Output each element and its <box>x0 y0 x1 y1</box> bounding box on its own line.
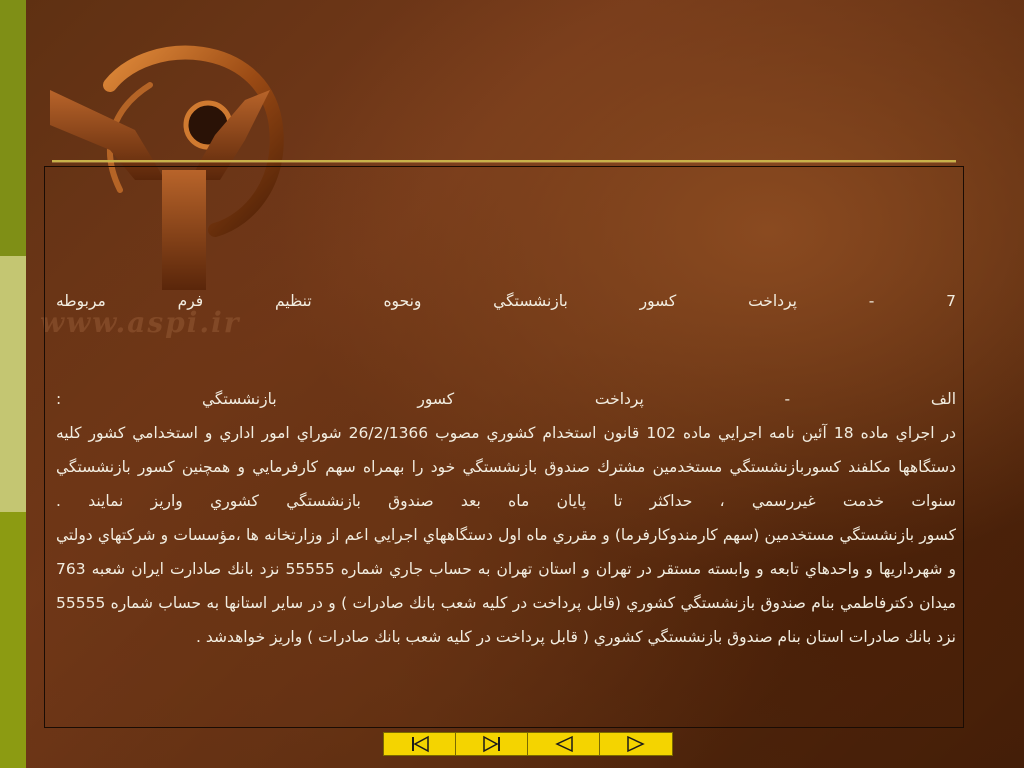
next-triangle-icon <box>625 735 647 753</box>
side-bar-top <box>0 0 26 256</box>
skip-to-first-icon <box>409 735 431 753</box>
paragraph-payment-rule: در اجراي ماده 18 آئين نامه اجرايي ماده 102 قانون استخدام كشوري مصوب 26/2/1366 شوراي امور اداري و استخدامي كشور كليه دستگاهها مكلفند كسوربازنشستگي مستخدمين مشترك صندوق بازنشستگي خود را بهمراه سهم كارفرمايي و همچنين كسور بازنشستگي سنوات خدمت غيررسمي ، حداكثر تا پايان ماه بعد صندوق بازنشستگي كشوري واريز نمايند . <box>56 424 956 510</box>
previous-slide-button[interactable] <box>528 733 600 755</box>
title-divider <box>52 160 956 162</box>
section-heading: 7 - پرداخت كسور بازنشستگي ونحوه تنظيم فرم مربوطه <box>56 292 956 310</box>
watermark-text: www.aspi.ir <box>40 306 241 339</box>
paragraph-account-details: كسور بازنشستگي مستخدمين (سهم كارمندوكارفرما) و مقرري ماه اول دستگاههاي اجرايي اعم از وزارتخانه ها ،مؤسسات و شركتهاي دولتي و شهرداريها و واحدهاي تابعه و وابسته مستقر در تهران و استان تهران به حساب جاري شماره 55555 نزد بانك صادارت ايران شعبه 763 ميدان دكترفاطمي بنام صندوق بازنشستگي كشوري (قابل پرداخت در كليه شعب بانك صادرات ) و در ساير استانها به حساب شماره 55555 نزد بانك صادرات استان بنام صندوق بازنشستگي كشوري ( قابل پرداخت در كليه شعب بانك صادرات ) واريز خواهدشد . <box>56 526 956 646</box>
side-bar-bottom <box>0 512 26 768</box>
side-bar-middle <box>0 256 26 512</box>
slide-navigation <box>383 732 673 756</box>
first-slide-button[interactable] <box>384 733 456 755</box>
subsection-heading: الف - پرداخت كسور بازنشستگي : <box>56 390 956 408</box>
next-slide-button[interactable] <box>600 733 672 755</box>
skip-to-last-icon <box>481 735 503 753</box>
previous-triangle-icon <box>553 735 575 753</box>
slide-content <box>56 284 956 654</box>
last-slide-button[interactable] <box>456 733 528 755</box>
